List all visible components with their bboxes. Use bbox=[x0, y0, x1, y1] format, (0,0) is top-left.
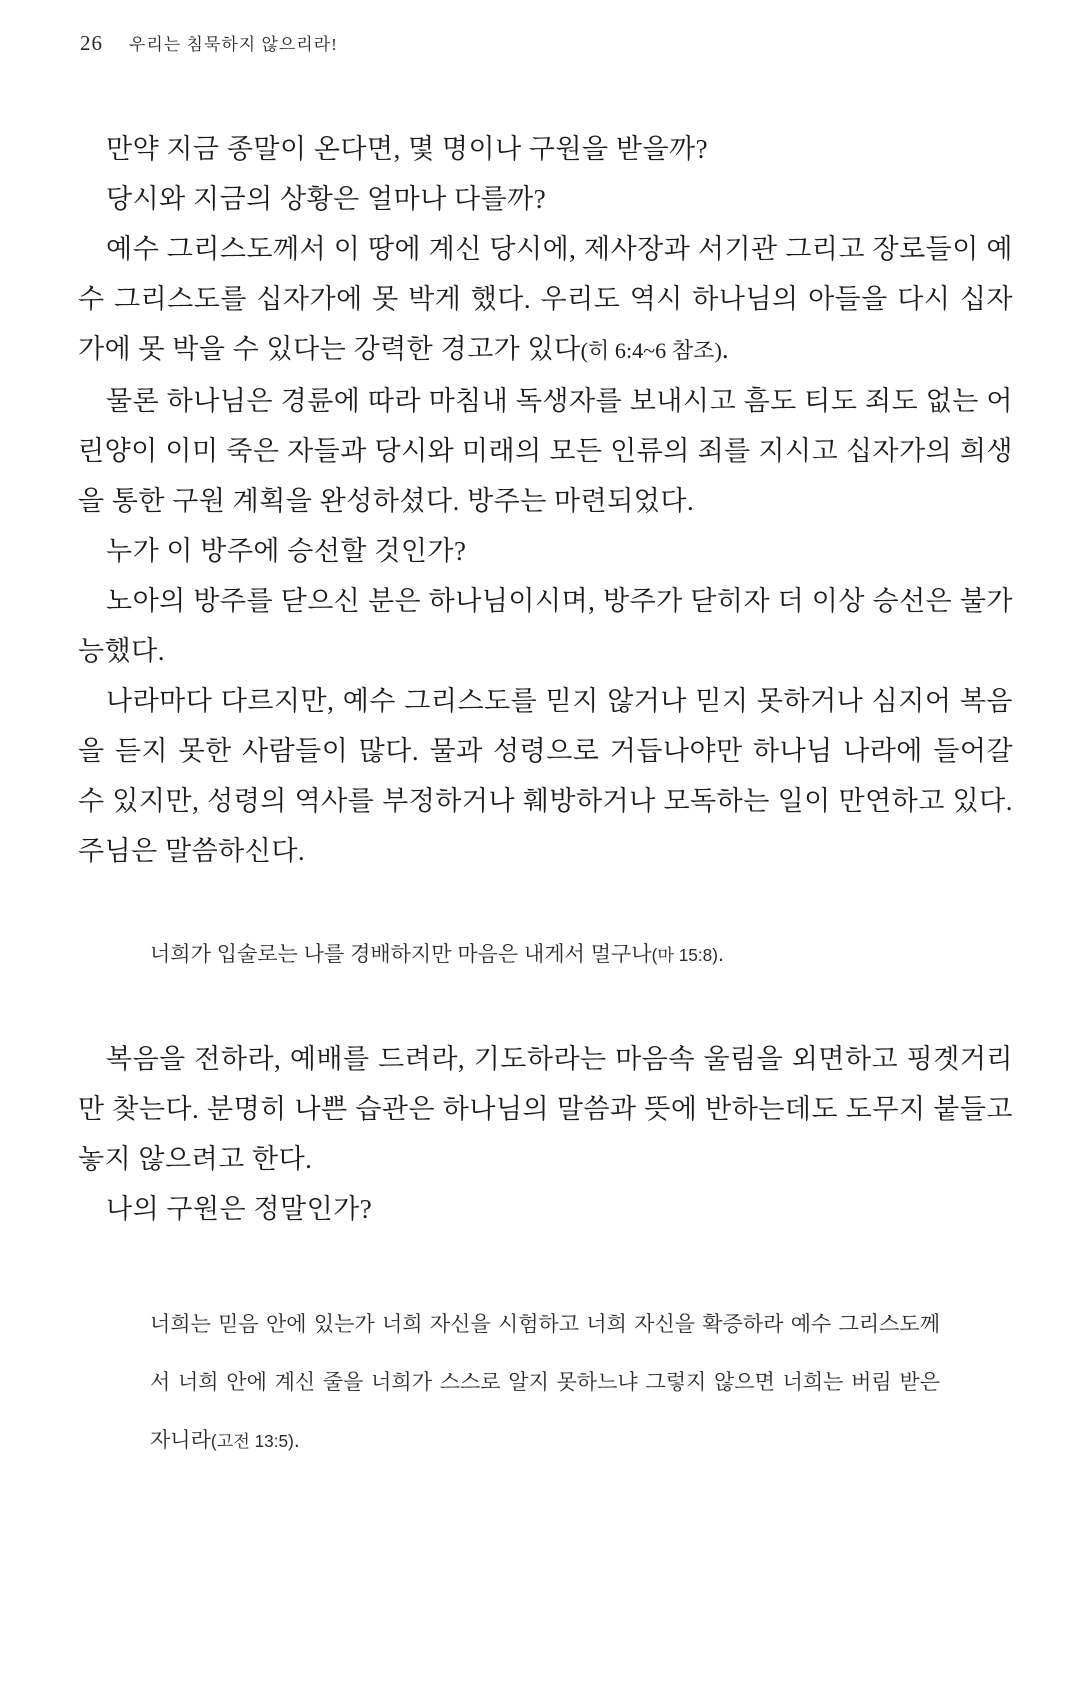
running-header bbox=[80, 30, 338, 56]
paragraph-text: 노아의 방주를 닫으신 분은 하나님이시며, 방주가 닫히자 더 이상 승선은 불가능했다. bbox=[78, 586, 1013, 666]
quote-text: 너희가 입술로는 나를 경배하지만 마음은 내게서 멀구나 bbox=[150, 943, 652, 966]
paragraph-text: 물론 하나님은 경륜에 따라 마침내 독생자를 보내시고 흠도 티도 죄도 없는 어린양이 이미 죽은 자들과 당시와 미래의 모든 인류의 죄를 지시고 십자가의 희생을 통한 구원 계획을 완성하셨다. 방주는 마련되었다. bbox=[78, 386, 1013, 516]
paragraph-text: 나의 구원은 정말인가? bbox=[106, 1194, 373, 1224]
paragraph-text: 예수 그리스도께서 이 땅에 계신 당시에, 제사장과 서기관 그리고 장로들이 예수 그리스도를 십자가에 못 박게 했다. 우리도 역시 하나님의 아들을 다시 십자가에 못 박을 수 있다는 강력한 경고가 있다 bbox=[78, 234, 1013, 364]
paragraph-text: 복음을 전하라, 예배를 드려라, 기도하라는 마음속 울림을 외면하고 핑곗거리만 찾는다. 분명히 나쁜 습관은 하나님의 말씀과 뜻에 반하는데도 도무지 붙들고 놓지 않으려고 한다. bbox=[78, 1044, 1013, 1174]
paragraph bbox=[78, 576, 1013, 676]
quote-text: 너희는 믿음 안에 있는가 너희 자신을 시험하고 너희 자신을 확증하라 예수 그리스도께서 너희 안에 계신 줄을 너희가 스스로 알지 못하느냐 그렇지 않으면 너희는 버림 받은 자니라 bbox=[150, 1313, 940, 1452]
paragraph-text: 누가 이 방주에 승선할 것인가? bbox=[106, 536, 467, 566]
paragraph bbox=[78, 676, 1013, 876]
page-content bbox=[78, 124, 1013, 1532]
paragraph-text: 당시와 지금의 상황은 얼마나 다를까? bbox=[106, 184, 547, 214]
quote-text: . bbox=[293, 1429, 300, 1452]
paragraph bbox=[78, 124, 1013, 174]
scripture-quote bbox=[150, 1296, 940, 1470]
scripture-reference: (히 6:4~6 참조) bbox=[580, 338, 722, 363]
scripture-reference: (고전 13:5) bbox=[210, 1431, 294, 1451]
paragraph bbox=[78, 1034, 1013, 1184]
running-title: 우리는 침묵하지 않으리라! bbox=[129, 35, 338, 54]
paragraph bbox=[78, 174, 1013, 224]
paragraph-text: 만약 지금 종말이 온다면, 몇 명이나 구원을 받을까? bbox=[106, 134, 709, 164]
paragraph-text: 나라마다 다르지만, 예수 그리스도를 믿지 않거나 믿지 못하거나 심지어 복음을 듣지 못한 사람들이 많다. 물과 성령으로 거듭나야만 하나님 나라에 들어갈 수 있지만, 성령의 역사를 부정하거나 훼방하거나 모독하는 일이 만연하고 있다. 주님은 말씀하신다. bbox=[78, 686, 1013, 866]
scripture-reference: (마 15:8) bbox=[651, 945, 718, 965]
paragraph bbox=[78, 1184, 1013, 1234]
page-number: 26 bbox=[80, 31, 103, 55]
paragraph bbox=[78, 376, 1013, 526]
paragraph-text: . bbox=[721, 334, 730, 364]
paragraph bbox=[78, 526, 1013, 576]
paragraph bbox=[78, 224, 1013, 376]
scripture-quote bbox=[150, 938, 940, 972]
quote-text: . bbox=[717, 943, 724, 966]
